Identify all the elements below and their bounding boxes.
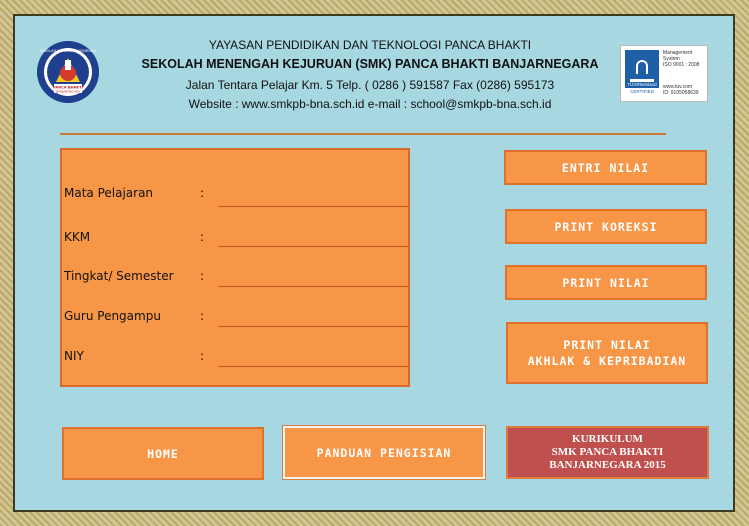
header-contact: Website : www.smkpb-bna.sch.id e-mail : school@smkpb-bna.sch.id [188,97,552,111]
cert-line3: ISO 9001 : 2008 [663,62,700,68]
tuv-certificate-logo [620,45,708,102]
header-foundation: YAYASAN PENDIDIKAN DAN TEKNOLOGI PANCA BHAKTI [208,38,532,52]
home-button[interactable]: HOME [62,427,264,480]
kurikulum-label-1: KURIKULUM [572,433,643,445]
print-akhlak-label-1: PRINT NILAI [563,338,651,352]
cert-url: www.tuv.com [663,84,693,90]
kurikulum-label-2: SMK PANCA BHAKTI [551,446,664,458]
colon: : [200,349,205,363]
colon: : [200,186,205,200]
label-kkm: KKM [64,230,91,244]
logo-text-1: PANCA BHAKTI [53,85,83,90]
header-school-name: SEKOLAH MENENGAH KEJURUAN (SMK) PANCA BHAKTI BANJARNEGARA [141,57,599,71]
tuv-certified: CERTIFIED [630,89,654,94]
print-nilai-akhlak-button[interactable] [506,322,708,384]
tuv-brand: TÜVRheinland [627,82,657,87]
header-address: Jalan Tentara Pelajar Km. 5 Telp. ( 0286 ) 591587 Fax (0286) 595173 [185,78,555,92]
school-logo [36,40,100,104]
print-akhlak-label-2: AKHLAK & KEPRIBADIAN [527,354,687,368]
cert-id: ID: 9105058639 [663,90,699,96]
print-koreksi-button[interactable]: PRINT KOREKSI [505,209,707,244]
colon: : [200,309,205,323]
field-tingkat-semester[interactable] [218,286,408,287]
kurikulum-button[interactable] [506,426,709,479]
cert-line2: System [663,56,680,62]
field-guru-pengampu[interactable] [218,326,408,327]
panduan-pengisian-button[interactable]: PANDUAN PENGISIAN [283,426,485,479]
kurikulum-label-3: BANJARNEGARA 2015 [549,459,666,471]
entri-nilai-button[interactable]: ENTRI NILAI [504,150,707,185]
colon: : [200,269,205,283]
field-niy[interactable] [218,366,408,367]
info-form [60,148,410,387]
print-nilai-button[interactable]: PRINT NILAI [505,265,707,300]
field-mata-pelajaran[interactable] [218,206,408,207]
colon: : [200,230,205,244]
cert-line1: Management [663,50,693,56]
logo-text-2: BANJARNEGARA [56,89,80,94]
field-kkm[interactable] [218,246,408,247]
label-guru-pengampu: Guru Pengampu [64,309,161,323]
header-divider [60,133,666,135]
logo-ring-text: SEKOLAH MENENGAH KEJURUAN [40,49,96,53]
label-mata-pelajaran: Mata Pelajaran [64,186,154,200]
label-niy: NIY [64,349,84,363]
label-tingkat-semester: Tingkat/ Semester [64,269,174,283]
